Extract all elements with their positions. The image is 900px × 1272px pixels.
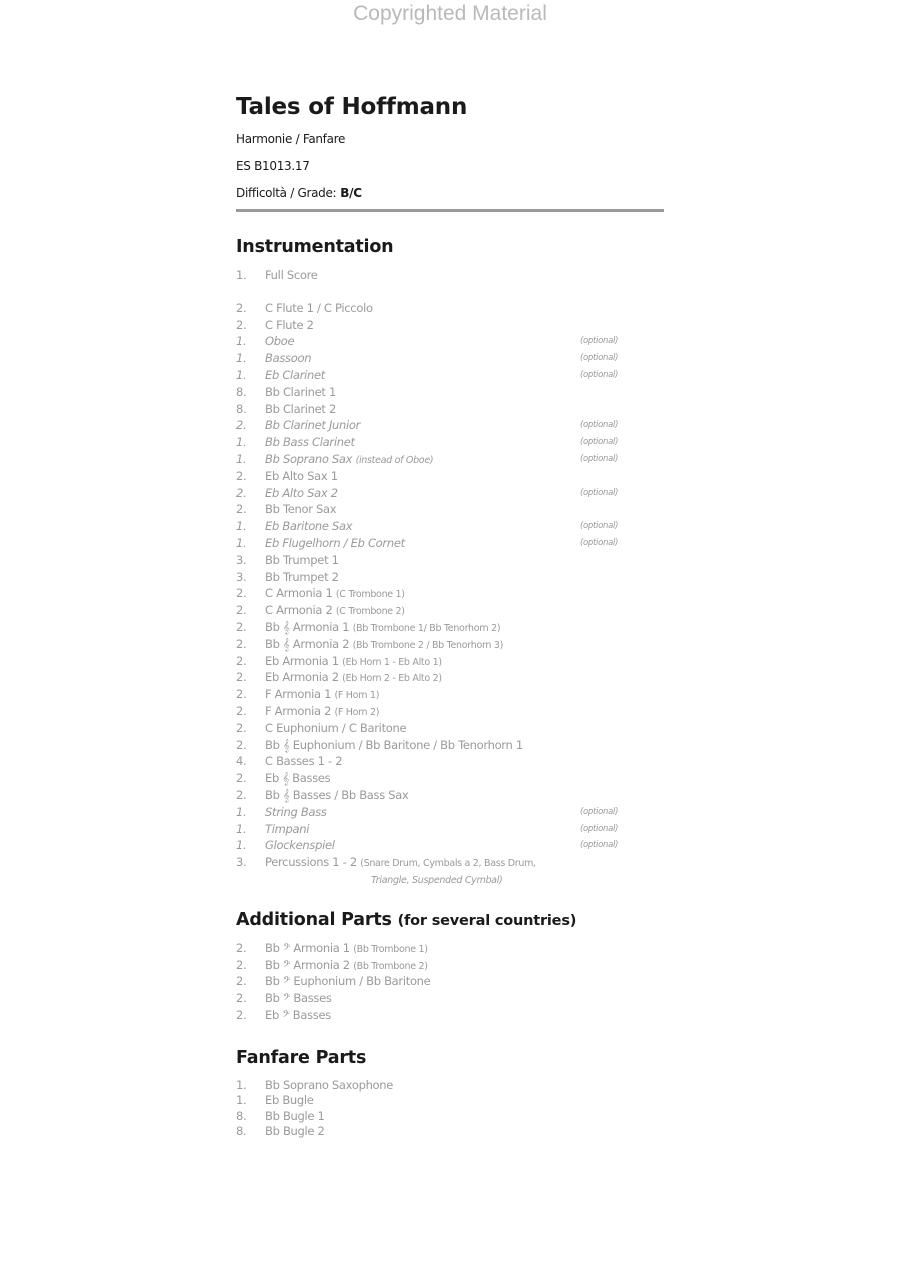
part-count: 1.	[236, 804, 247, 819]
optional-tag: (optional)	[580, 823, 619, 834]
part-name	[265, 1078, 393, 1094]
part-count: 1.	[236, 367, 247, 382]
part-name	[265, 990, 332, 1007]
part-name	[265, 434, 355, 451]
part-count: 1.	[236, 1093, 247, 1108]
part-name	[265, 518, 352, 535]
part-count: 2.	[236, 502, 247, 517]
part-count: 2.	[236, 317, 247, 332]
optional-tag: (optional)	[580, 521, 619, 532]
part-name	[265, 1093, 314, 1109]
part-name	[265, 854, 536, 888]
part-note: (instead of Oboe)	[355, 454, 434, 466]
part-name-text: Eb Clarinet	[265, 367, 325, 382]
copyright-watermark: Copyrighted Material	[353, 2, 547, 25]
part-name-text: Bb 𝄞 Armonia 2	[265, 636, 350, 651]
part-list-item	[236, 737, 666, 754]
part-count: 2.	[236, 485, 247, 500]
part-name-text: C Basses 1 - 2	[265, 754, 343, 769]
part-count: 1.	[236, 535, 247, 550]
part-name-text: Bb Clarinet Junior	[265, 418, 361, 433]
part-name-text: Timpani	[265, 821, 310, 836]
part-name-text: Eb Bugle	[265, 1093, 314, 1108]
part-name-text: Eb Baritone Sax	[265, 519, 353, 534]
part-note: (Snare Drum, Cymbals a 2, Bass Drum,	[360, 858, 536, 870]
optional-tag: (optional)	[580, 840, 619, 851]
part-count: 2.	[236, 468, 247, 483]
grade-label: Difficoltà / Grade:	[236, 186, 337, 200]
part-name-text: Eb 𝄢 Basses	[265, 1007, 331, 1022]
part-list-item	[236, 367, 666, 384]
part-name-text: Bb Tenor Sax	[265, 502, 337, 517]
part-name	[265, 384, 336, 401]
part-name	[265, 753, 342, 770]
part-name	[265, 317, 314, 334]
part-count: 3.	[236, 552, 247, 567]
header-divider	[236, 209, 664, 212]
catalog-code: ES B1013.17	[236, 159, 310, 173]
part-name-text: Bb Clarinet 2	[265, 401, 336, 416]
part-count: 2.	[236, 670, 247, 685]
part-count: 2.	[236, 720, 247, 735]
part-name-text: Bb Bugle 1	[265, 1108, 325, 1123]
part-list-item	[236, 317, 666, 334]
part-name-text: Eb 𝄞 Basses	[265, 771, 331, 786]
optional-tag: (optional)	[580, 537, 619, 548]
part-list-item	[236, 619, 666, 636]
part-name-text: F Armonia 1	[265, 687, 332, 702]
part-count: 2.	[236, 991, 247, 1006]
fanfare-parts-list	[236, 1078, 666, 1140]
part-list-item	[236, 1109, 666, 1125]
part-name-text: Bb Trumpet 1	[265, 552, 339, 567]
part-list-item	[236, 535, 666, 552]
part-count: 2.	[236, 300, 247, 315]
part-list-item	[236, 417, 666, 434]
optional-tag: (optional)	[580, 336, 619, 347]
part-list-item	[236, 787, 666, 804]
part-name-text: Full Score	[265, 268, 318, 282]
part-list-item	[236, 1124, 666, 1140]
additional-parts-suffix: (for several countries)	[397, 913, 577, 930]
part-note: (Bb Trombone 2 / Bb Tenorhorn 3)	[352, 639, 503, 651]
optional-tag: (optional)	[580, 806, 619, 817]
part-list-item	[236, 485, 666, 502]
part-list-item	[236, 501, 666, 518]
part-list-item	[236, 804, 666, 821]
part-name-text: Bb Soprano Sax	[265, 451, 353, 466]
part-name-text: F Armonia 2	[265, 703, 332, 718]
part-count: 1.	[236, 1077, 247, 1092]
part-name	[265, 1007, 331, 1024]
part-name-text: Bb Soprano Saxophone	[265, 1077, 394, 1092]
part-note: (Bb Trombone 1/ Bb Tenorhorn 2)	[352, 622, 501, 634]
part-name	[265, 468, 338, 485]
part-count: 8.	[236, 1124, 247, 1139]
part-count: 2.	[236, 957, 247, 972]
part-name	[265, 401, 336, 418]
part-list-item	[236, 1007, 666, 1024]
part-note: (F Horn 2)	[334, 706, 380, 718]
fanfare-parts-heading: Fanfare Parts	[236, 1047, 367, 1068]
part-note: (C Trombone 2)	[335, 606, 405, 618]
part-list-item	[236, 770, 666, 787]
part-count: 8.	[236, 1108, 247, 1123]
part-name-text: Bb 𝄢 Armonia 2	[265, 957, 350, 972]
part-name	[265, 367, 325, 384]
part-name-text: Bb Bugle 2	[265, 1124, 325, 1139]
part-list-item	[236, 333, 666, 350]
part-list-item	[236, 300, 666, 317]
part-list-item	[236, 957, 666, 974]
part-name	[265, 552, 339, 569]
additional-parts-list	[236, 940, 666, 1023]
optional-tag: (optional)	[580, 437, 619, 448]
part-list-item	[236, 267, 666, 284]
optional-tag: (optional)	[580, 420, 619, 431]
part-name-text: Bb 𝄞 Basses / Bb Bass Sax	[265, 787, 409, 802]
part-count: 4.	[236, 754, 247, 769]
part-name-text: Percussions 1 - 2	[265, 855, 357, 870]
part-count: 3.	[236, 855, 247, 870]
part-count: 1.	[236, 838, 247, 853]
part-list-item	[236, 821, 666, 838]
part-name-text: Bb 𝄢 Euphonium / Bb Baritone	[265, 974, 431, 989]
part-name-text: C Flute 1 / C Piccolo	[265, 300, 373, 315]
part-name-text: Bb 𝄞 Armonia 1	[265, 619, 350, 634]
part-list-item	[236, 350, 666, 367]
part-name-text: C Armonia 2	[265, 603, 333, 618]
part-name	[265, 417, 360, 434]
part-list-item	[236, 384, 666, 401]
part-list-item	[236, 669, 666, 686]
part-note: (C Trombone 1)	[335, 589, 405, 601]
part-count: 2.	[236, 1007, 247, 1022]
part-name-text: C Armonia 1	[265, 586, 333, 601]
part-name-text: Bb 𝄞 Euphonium / Bb Baritone / Bb Tenorhorn 1	[265, 737, 523, 752]
part-list-item	[236, 401, 666, 418]
part-count: 2.	[236, 787, 247, 802]
part-list-item	[236, 854, 666, 884]
part-note: (Bb Trombone 2)	[353, 960, 428, 972]
instrumentation-list	[236, 267, 666, 884]
part-name-text: Bassoon	[265, 351, 312, 366]
part-list-item	[236, 940, 666, 957]
piece-title: Tales of Hoffmann	[236, 94, 468, 120]
part-count: 2.	[236, 941, 247, 956]
part-note: (Eb Horn 2 - Eb Alto 2)	[342, 673, 442, 685]
optional-tag: (optional)	[580, 487, 619, 498]
part-name	[265, 300, 373, 317]
part-list-item	[236, 468, 666, 485]
part-count: 2.	[236, 619, 247, 634]
part-list-item	[236, 703, 666, 720]
part-list-item	[236, 990, 666, 1007]
part-list-item	[236, 585, 666, 602]
optional-tag: (optional)	[580, 353, 619, 364]
part-name-text: Eb Armonia 1	[265, 653, 339, 668]
part-name	[265, 821, 309, 838]
part-name	[265, 350, 311, 367]
part-name-text: Eb Flugelhorn / Eb Cornet	[265, 535, 405, 550]
instrumentation-heading: Instrumentation	[236, 237, 394, 257]
part-name	[265, 737, 523, 754]
part-note-continued: Triangle, Suspended Cymbal)	[371, 874, 503, 886]
part-count: 2.	[236, 687, 247, 702]
part-name	[265, 1109, 325, 1125]
part-count: 8.	[236, 384, 247, 399]
part-name	[265, 485, 338, 502]
part-count: 2.	[236, 737, 247, 752]
part-count: 1.	[236, 451, 247, 466]
part-count: 2.	[236, 771, 247, 786]
part-name	[265, 973, 430, 990]
part-list-item	[236, 636, 666, 653]
part-count: 2.	[236, 586, 247, 601]
grade-value: B/C	[340, 186, 362, 200]
part-name-text: Bb Clarinet 1	[265, 384, 336, 399]
optional-tag: (optional)	[580, 369, 619, 380]
part-name-text: C Euphonium / C Baritone	[265, 720, 407, 735]
part-list-item	[236, 1078, 666, 1094]
part-count: 1.	[236, 435, 247, 450]
part-count: 2.	[236, 653, 247, 668]
part-count: 2.	[236, 703, 247, 718]
part-name	[265, 787, 409, 804]
part-count: 1.	[236, 519, 247, 534]
part-name	[265, 720, 406, 737]
part-count: 1.	[236, 268, 247, 282]
part-list-item	[236, 434, 666, 451]
part-count: 1.	[236, 351, 247, 366]
part-list-item	[236, 602, 666, 619]
ensemble-type: Harmonie / Fanfare	[236, 132, 346, 146]
part-name	[265, 770, 330, 787]
part-name-text: Bb Bass Clarinet	[265, 435, 355, 450]
part-count: 1.	[236, 334, 247, 349]
part-name-text: String Bass	[265, 804, 327, 819]
part-name-text: Bb Trumpet 2	[265, 569, 339, 584]
part-name	[265, 569, 339, 586]
part-name-text: Bb 𝄢 Armonia 1	[265, 941, 350, 956]
part-name	[265, 1124, 325, 1140]
part-name	[265, 501, 336, 518]
part-name-text: C Flute 2	[265, 317, 314, 332]
part-count: 2.	[236, 974, 247, 989]
part-note: (F Horn 1)	[334, 690, 380, 702]
part-note: (Bb Trombone 1)	[353, 944, 428, 956]
part-name	[265, 535, 405, 552]
part-count: 8.	[236, 401, 247, 416]
part-name-text: Eb Alto Sax 2	[265, 485, 338, 500]
part-count: 2.	[236, 418, 247, 433]
part-count: 1.	[236, 821, 247, 836]
additional-parts-heading	[236, 910, 666, 930]
part-list-item	[236, 753, 666, 770]
part-list-item	[236, 451, 666, 468]
part-list-item	[236, 552, 666, 569]
part-note: (Eb Horn 1 - Eb Alto 1)	[342, 656, 442, 668]
part-count: 2.	[236, 636, 247, 651]
part-list-item	[236, 1093, 666, 1109]
part-name-text: Bb 𝄢 Basses	[265, 991, 332, 1006]
part-count: 3.	[236, 569, 247, 584]
optional-tag: (optional)	[580, 453, 619, 464]
instrumentation-sheet	[236, 94, 666, 1140]
part-list-item	[236, 973, 666, 990]
part-name	[265, 333, 294, 350]
part-name-text: Eb Armonia 2	[265, 670, 339, 685]
part-name	[265, 804, 327, 821]
additional-parts-title: Additional Parts	[236, 910, 392, 931]
part-name-text: Eb Alto Sax 1	[265, 468, 338, 483]
part-count: 2.	[236, 603, 247, 618]
part-list-item	[236, 720, 666, 737]
grade-line	[236, 180, 666, 207]
part-name	[265, 267, 318, 284]
part-list-item	[236, 518, 666, 535]
part-list-item	[236, 837, 666, 854]
part-name	[265, 837, 335, 854]
part-list-item	[236, 569, 666, 586]
part-name-text: Glockenspiel	[265, 838, 335, 853]
part-name-text: Oboe	[265, 334, 295, 349]
part-list-item	[236, 686, 666, 703]
part-list-item	[236, 653, 666, 670]
